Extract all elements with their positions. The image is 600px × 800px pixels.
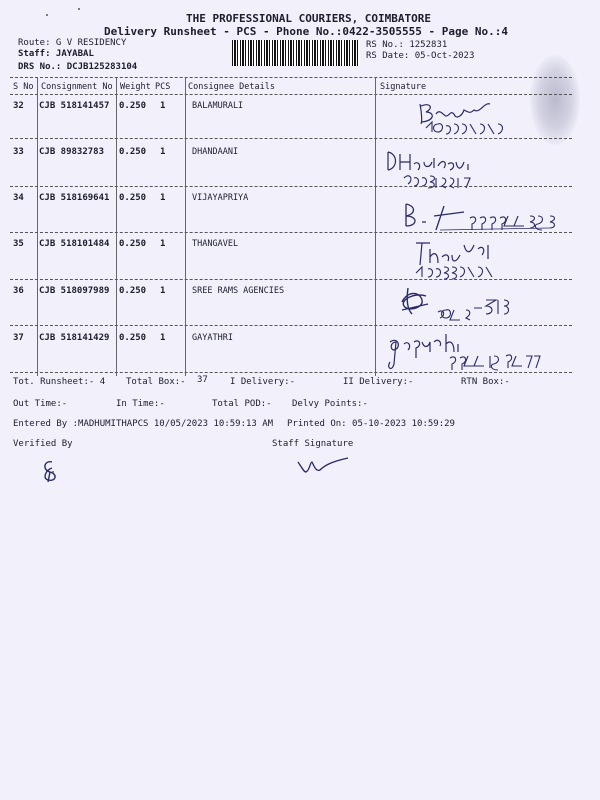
route-label: Route: G V RESIDENCY bbox=[18, 38, 127, 48]
rs-date: RS Date: 05-Oct-2023 bbox=[366, 51, 475, 61]
total-box-label: Total Box:- bbox=[126, 377, 186, 387]
row-pcs: 1 bbox=[160, 101, 166, 111]
col-header-consignee: Consignee Details bbox=[188, 82, 275, 92]
col-header-weight: Weight bbox=[120, 82, 151, 92]
tot-runsheet: Tot. Runsheet:- 4 bbox=[13, 377, 106, 387]
drs-number: DRS No.: DCJB125283104 bbox=[18, 62, 138, 72]
row-consignment: CJB 518169641 bbox=[39, 193, 110, 203]
speck bbox=[52, 471, 54, 473]
company-title: THE PROFESSIONAL COURIERS, COIMBATORE bbox=[186, 12, 432, 25]
signature-row-35 bbox=[410, 235, 550, 281]
row-consignee: SREE RAMS AGENCIES bbox=[192, 286, 285, 296]
signature-row-34 bbox=[400, 196, 560, 240]
col-header-sno: S No bbox=[13, 82, 34, 92]
barcode-image bbox=[232, 40, 360, 66]
row-consignee: VIJAYAPRIYA bbox=[192, 193, 249, 203]
row-pcs: 1 bbox=[160, 333, 166, 343]
row-sno: 35 bbox=[13, 239, 24, 249]
col-header-pcs: PCS bbox=[155, 82, 171, 92]
speck bbox=[78, 8, 80, 10]
row-consignment: CJB 89832783 bbox=[39, 147, 105, 157]
row-sno: 34 bbox=[13, 193, 24, 203]
row-weight: 0.250 bbox=[119, 333, 147, 343]
in-time: In Time:- bbox=[116, 399, 165, 409]
runsheet-subtitle: Delivery Runsheet - PCS - Phone No.:0422-3505555 - Page No.:4 bbox=[104, 25, 508, 38]
signature-row-36 bbox=[398, 280, 538, 326]
first-delivery: I Delivery:- bbox=[230, 377, 296, 387]
row-consignee: BALAMURALI bbox=[192, 101, 244, 111]
row-sno: 37 bbox=[13, 333, 24, 343]
row-weight: 0.250 bbox=[119, 193, 147, 203]
row-consignment: CJB 518141429 bbox=[39, 333, 110, 343]
row-pcs: 1 bbox=[160, 193, 166, 203]
col-divider bbox=[116, 78, 117, 376]
row-pcs: 1 bbox=[160, 286, 166, 296]
second-delivery: II Delivery:- bbox=[343, 377, 414, 387]
verifier-initial bbox=[38, 458, 58, 484]
row-consignee: DHANDAANI bbox=[192, 147, 239, 157]
row-consignment: CJB 518101484 bbox=[39, 239, 110, 249]
signature-row-37 bbox=[384, 328, 554, 376]
printed-on: Printed On: 05-10-2023 10:59:29 bbox=[287, 419, 455, 429]
row-sno: 32 bbox=[13, 101, 24, 111]
row-weight: 0.250 bbox=[119, 286, 147, 296]
table-top-rule bbox=[10, 77, 572, 78]
total-box-value: 37 bbox=[197, 375, 208, 385]
staff-signature-label: Staff Signature bbox=[272, 439, 354, 449]
col-header-signature: Signature bbox=[380, 82, 427, 92]
signature-row-33 bbox=[384, 142, 514, 190]
out-time: Out Time:- bbox=[13, 399, 68, 409]
speck bbox=[46, 14, 48, 16]
col-divider bbox=[375, 78, 376, 376]
col-header-consignment: Consignment No bbox=[41, 82, 113, 92]
row-pcs: 1 bbox=[160, 239, 166, 249]
staff-label: Staff: JAYABAL bbox=[18, 49, 94, 59]
row-weight: 0.250 bbox=[119, 239, 147, 249]
row-weight: 0.250 bbox=[119, 101, 147, 111]
delvy-points: Delvy Points:- bbox=[292, 399, 368, 409]
row-consignment: CJB 518097989 bbox=[39, 286, 110, 296]
row-weight: 0.250 bbox=[119, 147, 147, 157]
rtn-box: RTN Box:- bbox=[461, 377, 510, 387]
col-divider bbox=[37, 78, 38, 376]
total-pod: Total POD:- bbox=[212, 399, 272, 409]
row-sno: 36 bbox=[13, 286, 24, 296]
row-consignment: CJB 518141457 bbox=[39, 101, 110, 111]
row-consignee: GAYATHRI bbox=[192, 333, 233, 343]
row-pcs: 1 bbox=[160, 147, 166, 157]
verified-by: Verified By bbox=[13, 439, 73, 449]
signature-row-32 bbox=[412, 94, 552, 142]
row-sno: 33 bbox=[13, 147, 24, 157]
staff-signature-mark bbox=[294, 452, 350, 478]
entered-by: Entered By :MADHUMITHAPCS 10/05/2023 10:59:13 AM bbox=[13, 419, 274, 429]
rs-number: RS No.: 1252831 bbox=[366, 40, 448, 50]
row-consignee: THANGAVEL bbox=[192, 239, 239, 249]
col-divider bbox=[185, 78, 186, 376]
